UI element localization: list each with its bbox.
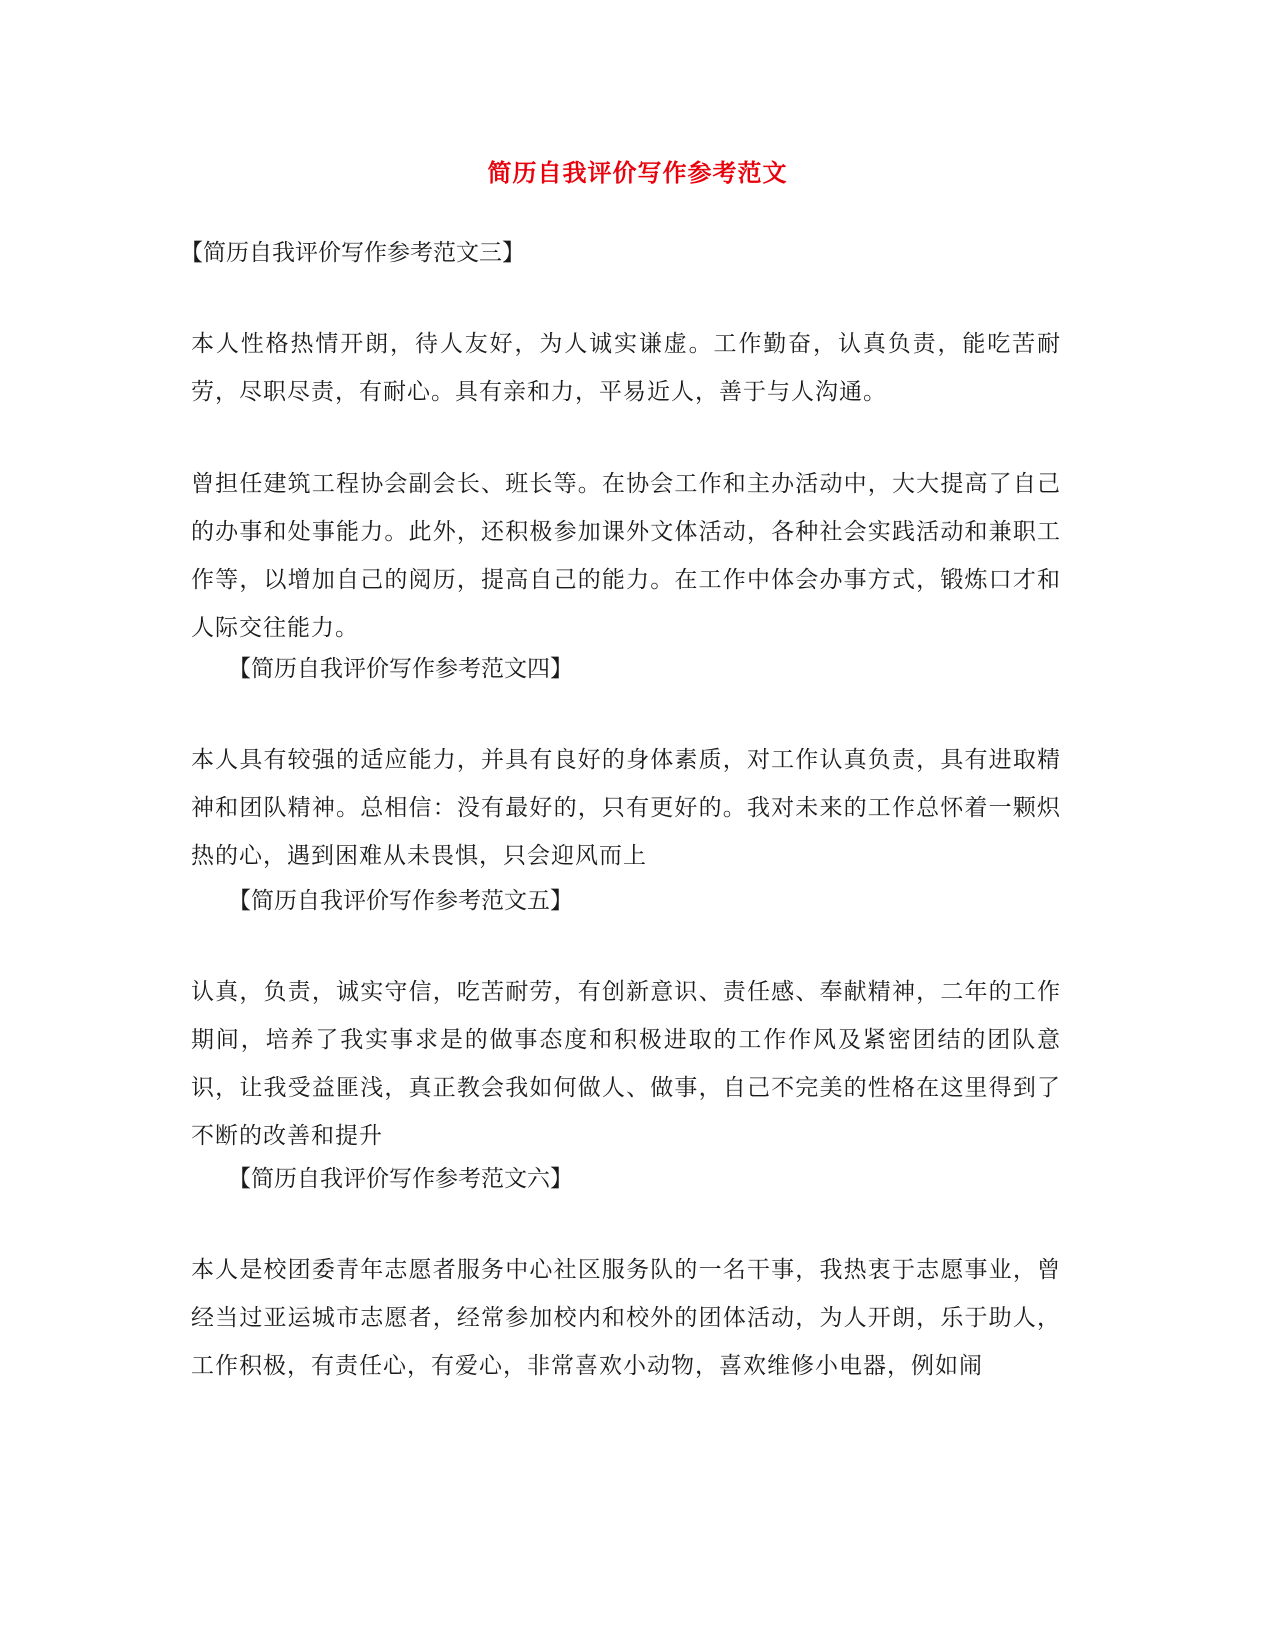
document-title: 简历自我评价写作参考范文 [487, 158, 788, 187]
paragraph-3-2: 曾担任建筑工程协会副会长、班长等。在协会工作和主办活动中，大大提高了自己的办事和处事能力。此外，还积极参加课外文体活动，各种社会实践活动和兼职工作等，以增加自己的阅历，提高自己的能力。在工作中体会办事方式，锻炼口才和人际交往能力。 [191, 471, 1061, 641]
paragraph-4-1: 本人具有较强的适应能力，并具有良好的身体素质，对工作认真负责，具有进取精神和团队精神。总相信：没有最好的，只有更好的。我对未来的工作总怀着一颗炽热的心，遇到困难从未畏惧，只会迎风而上 [191, 747, 1061, 869]
paragraph-5-1: 认真，负责，诚实守信，吃苦耐劳，有创新意识、责任感、奉献精神，二年的工作期间，培养了我实事求是的做事态度和积极进取的工作作风及紧密团结的团队意识，让我受益匪浅，真正教会我如何做人、做事，自己不完美的性格在这里得到了不断的改善和提升 [191, 979, 1061, 1149]
paragraph-3-1: 本人性格热情开朗，待人友好，为人诚实谦虚。工作勤奋，认真负责，能吃苦耐劳，尽职尽责，有耐心。具有亲和力，平易近人，善于与人沟通。 [191, 331, 1061, 405]
paragraph-6-1: 本人是校团委青年志愿者服务中心社区服务队的一名干事，我热衷于志愿事业，曾经当过亚运城市志愿者，经常参加校内和校外的团体活动，为人开朗，乐于助人，工作积极，有责任心，有爱心，非常喜欢小动物，喜欢维修小电器，例如闹 [191, 1257, 1061, 1379]
section-heading-6: 【简历自我评价写作参考范文六】 [228, 1166, 573, 1192]
section-heading-3: 【简历自我评价写作参考范文三】 [180, 240, 525, 266]
section-heading-5: 【简历自我评价写作参考范文五】 [228, 888, 573, 914]
section-heading-4: 【简历自我评价写作参考范文四】 [228, 656, 573, 682]
